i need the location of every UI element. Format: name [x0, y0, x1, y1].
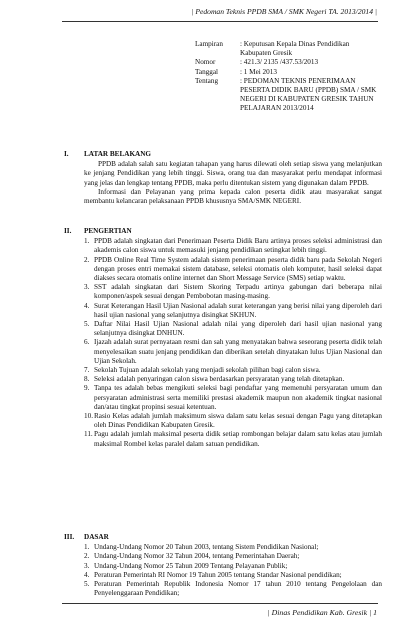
list-number: 5. [84, 580, 90, 589]
list-item [84, 375, 382, 384]
list-number: 4. [84, 301, 90, 310]
list-item [84, 366, 382, 375]
list-item [84, 580, 382, 598]
list-number: 4. [84, 570, 90, 579]
paragraph: PPDB adalah salah satu kegiatan tahapan yang harus dilewati oleh setiap siswa yang melanjutkan ke jenjang Pendidikan yang lebih tinggi. Siswa, orang tua dan masyarakat perlu mendapat informasi yang jelas dan lengkap tentang PPDB, maka perlu ditentukan sistem yang digunakan dalam PPDB. [84, 160, 382, 187]
meta-label: Tanggal [195, 67, 219, 76]
decree-metadata [195, 40, 380, 114]
list-number: 9. [84, 384, 90, 393]
meta-label: Lampiran [195, 40, 223, 48]
section-pengertian [64, 227, 382, 449]
meta-label: Tentang [195, 76, 219, 85]
meta-row-tentang [195, 77, 380, 114]
list-text: Sekolah Tujuan adalah sekolah yang menjadi sekolah pilihan bagi calon siswa. [94, 366, 321, 375]
list-number: 3. [84, 283, 90, 292]
list-item [84, 552, 382, 561]
list-number: 10. [84, 412, 93, 421]
section-heading [64, 150, 382, 159]
list-number: 2. [84, 552, 90, 561]
list-number: 6. [84, 338, 90, 347]
list-text: Daftar Nilai Hasil Ujian Nasional adalah nilai yang diperoleh dari hasil ujian nasional yang selanjutnya disingkat DNHUN. [94, 320, 382, 338]
section-title: LATAR BELAKANG [84, 150, 152, 158]
list-text: Peraturan Pemerintah RI Nomor 19 Tahun 2005 tentang Standar Nasional pendidikan; [94, 570, 342, 579]
list-number: 7. [84, 366, 90, 375]
section-number: I. [64, 150, 69, 158]
list-number: 8. [84, 375, 90, 384]
section-dasar [64, 533, 382, 598]
list-number: 3. [84, 561, 90, 570]
meta-row-nomor [195, 58, 380, 67]
list-text: Undang-Undang Nomor 20 Tahun 2003, tentang Sistem Pendidikan Nasional; [94, 543, 319, 552]
list-item [84, 562, 382, 571]
list-number: 11. [84, 430, 93, 439]
meta-value: : Keputusan Kepala Dinas Pendidikan Kabupaten Gresik [240, 40, 350, 58]
section-heading [64, 533, 382, 542]
section-number: II. [64, 227, 72, 235]
list-item [84, 430, 382, 448]
list-text: Rasio Kelas adalah jumlah maksimum siswa dalam satu kelas sesuai dengan Pagu yang ditetapkan oleh Dinas Pendidikan Kabupaten Gresik. [94, 412, 382, 430]
list-item [84, 237, 382, 255]
section-number: III. [64, 533, 75, 541]
section-latar-belakang [64, 150, 382, 206]
list-item [84, 412, 382, 430]
section-title: PENGERTIAN [84, 227, 132, 235]
list-item [84, 283, 382, 301]
running-header: | Pedoman Teknis PPDB SMA / SMK Negeri TA. 2013/2014 | [191, 7, 377, 16]
list-text: Undang-Undang Nomor 25 Tahun 2009 Tentang Pelayanan Publik; [94, 561, 288, 570]
list-number: 1. [84, 543, 90, 552]
list-text: Peraturan Pemerintah Republik Indonesia Nomor 17 tahun 2010 tentang Pengelolaan dan Penyelenggaraan Pendidikan; [94, 580, 382, 598]
list-item [84, 338, 382, 366]
list-text: Undang-Undang Nomor 32 Tahun 2004, tentang Pemerintahan Daerah; [94, 552, 300, 561]
list-text: Surat Keterangan Hasil Ujian Nasional adalah surat keterangan yang berisi nilai yang diperoleh dari hasil ujian nasional yang selanjutnya disingkat SKHUN. [94, 301, 382, 319]
list-item [84, 256, 382, 284]
list-number: 1. [84, 237, 90, 246]
meta-label: Nomor [195, 58, 216, 67]
list-item [84, 384, 382, 412]
footer-rule [62, 603, 378, 604]
list-item [84, 571, 382, 580]
list-text: Seleksi adalah penyaringan calon siswa berdasarkan persyaratan yang telah ditetapkan. [94, 375, 345, 384]
meta-value: : PEDOMAN TEKNIS PENERIMAAN PESERTA DIDIK BARU (PPDB) SMA / SMK NEGERI DI KABUPATEN GRESIK TAHUN PELAJARAN 2013/2014 [240, 76, 377, 113]
meta-row-lampiran [195, 40, 380, 58]
list-item [84, 320, 382, 338]
list-item [84, 302, 382, 320]
paragraph: Informasi dan Pelayanan yang prima kepada calon peserta didik atau masyarakat sangat membantu kelancaran pelaksanaan PPDB khususnya SMA/SMK NEGERI. [84, 187, 382, 206]
list-text: PPDB adalah singkatan dari Penerimaan Peserta Didik Baru artinya proses seleksi administrasi dan akademis calon siswa untuk memasuki jenjang pendidikan setingkat lebih tinggi. [94, 237, 382, 255]
list-text: PPDB Online Real Time System adalah sistem penerimaan peserta didik baru pada Sekolah Negeri dengan proses entri memakai sistem database, seleksi otomatis oleh komputer, hasil seleksi dapat diakses secara otomatis online internet dan Short Message Service (SMS) setiap waktu. [94, 255, 382, 283]
list-text: SST adalah singkatan dari Sistem Skoring Terpadu artinya gabungan dari beberapa nilai komponen/aspek sesuai dengan Pembobotan masing-masing. [94, 283, 382, 301]
section-title: DASAR [84, 533, 109, 541]
meta-value: : 1 Mei 2013 [240, 67, 277, 76]
list-text: Tanpa tes adalah bebas mengikuti seleksi bagi pendaftar yang memenuhi persyaratan umum dan persyaratan administrasi serta memiliki prestasi akademik maupun non akademik tingkat nasional dan/atau tingkat propinsi sesuai ketentuan. [94, 384, 382, 411]
list-number: 2. [84, 255, 90, 264]
header-rule [62, 21, 378, 22]
meta-row-tanggal [195, 68, 380, 77]
list-text: Ijazah adalah surat pernyataan resmi dan sah yang menyatakan bahwa seseorang peserta didik telah menyelesaikan suatu jenjang pendidikan dan diberikan setelah dinyatakan lulus Ujian Nasional dan Ujian Sekolah. [94, 338, 382, 365]
section-heading [64, 227, 382, 236]
list-number: 5. [84, 320, 90, 329]
list-item [84, 543, 382, 552]
meta-value: : 421.3/ 2135 /437.53/2013 [240, 58, 319, 67]
list-text: Pagu adalah jumlah maksimal peserta didik setiap rombongan belajar dalam satu kelas atau jumlah maksimal Rombel kelas paralel dalam satuan pendidikan. [94, 430, 382, 448]
running-footer: | Dinas Pendidikan Kab. Gresik | 1 [267, 608, 377, 617]
